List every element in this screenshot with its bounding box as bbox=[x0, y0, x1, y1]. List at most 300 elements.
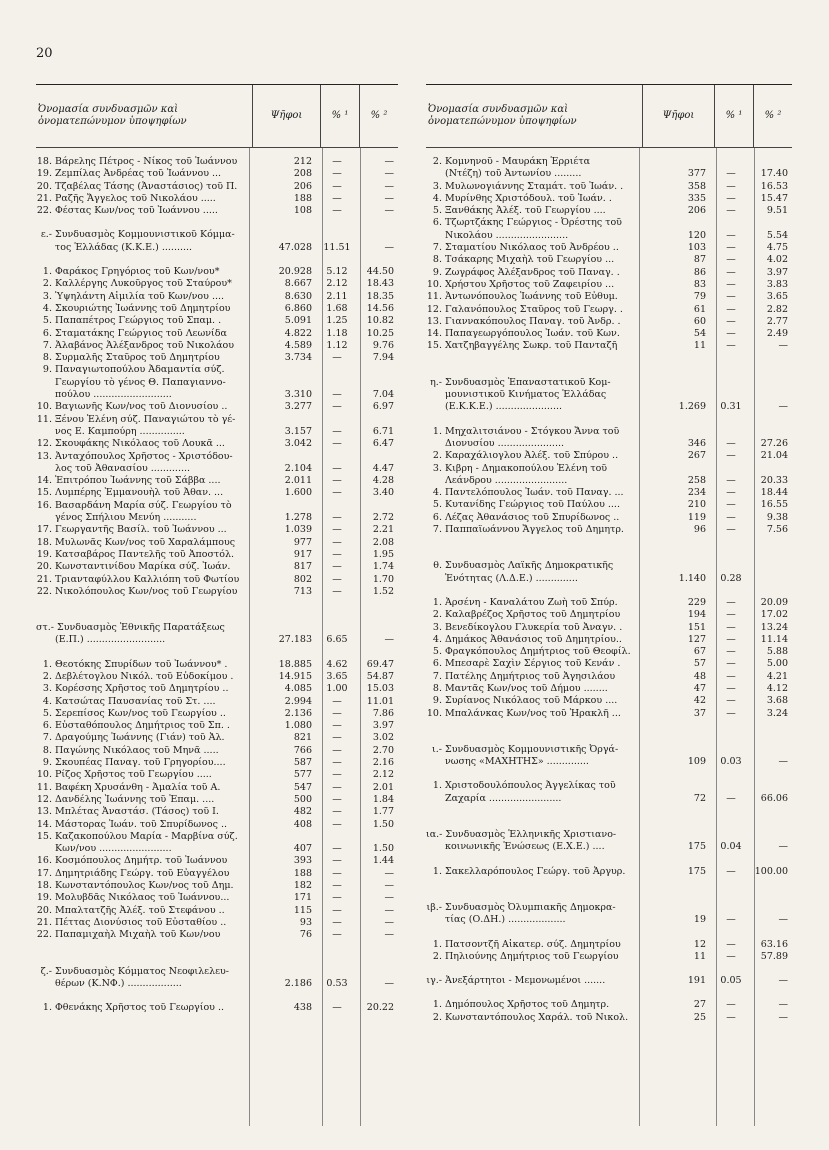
pct2-cell: — bbox=[384, 205, 394, 217]
row-number: 3. bbox=[432, 462, 442, 474]
votes-cell: 175 bbox=[687, 841, 706, 853]
table-row bbox=[426, 340, 792, 352]
pct1-cell bbox=[712, 829, 750, 841]
candidate-name: (Ε.Κ.Κ.Ε.) ...................... bbox=[445, 401, 563, 413]
pct1-cell bbox=[712, 902, 750, 914]
row-number bbox=[36, 512, 55, 524]
votes-cell: 2.186 bbox=[284, 977, 312, 989]
table-row bbox=[426, 328, 792, 340]
row-number: 2. bbox=[432, 156, 442, 167]
votes-cell: 188 bbox=[293, 867, 312, 879]
pct2-cell bbox=[356, 831, 398, 843]
table-row bbox=[36, 242, 398, 254]
pct2-cell: 3.68 bbox=[766, 695, 788, 707]
pct2-cell: 2.01 bbox=[372, 781, 394, 793]
candidate-name: Συρμαλῆς Σταῦρος τοῦ Δημητρίου bbox=[55, 352, 220, 364]
candidate-name: Συνδυασμὸς Ἐπαναστατικοῦ Κομ- bbox=[445, 376, 611, 388]
row-gap bbox=[426, 963, 792, 975]
votes-cell: 18.885 bbox=[278, 658, 312, 670]
row-number: 13. bbox=[36, 806, 52, 818]
row-gap bbox=[426, 890, 792, 902]
pct2-cell bbox=[356, 414, 398, 426]
row-number: 9. bbox=[42, 757, 52, 769]
votes-cell: 500 bbox=[293, 793, 312, 805]
votes-cell: 1.039 bbox=[284, 524, 312, 536]
row-number: 18. bbox=[36, 156, 52, 167]
row-number bbox=[426, 389, 445, 401]
table-row bbox=[426, 193, 792, 205]
candidate-name: Καλαβρέζος Χρῆστος τοῦ Δημητρίου bbox=[445, 609, 621, 621]
row-number: 5. bbox=[42, 707, 52, 719]
votes-cell: 25 bbox=[693, 1011, 706, 1023]
pct1-cell: — bbox=[332, 573, 342, 585]
candidate-name: Νικολόπουλος Κων/νος τοῦ Γεωργίου bbox=[55, 585, 238, 597]
candidate-name: Μυλωνᾶς Κων/νος τοῦ Χαραλάμπους bbox=[55, 536, 236, 548]
pct2-cell: 3.02 bbox=[372, 732, 394, 744]
pct1-cell bbox=[712, 217, 750, 229]
pct1-cell: — bbox=[726, 914, 736, 926]
pct1-cell: 0.31 bbox=[720, 401, 742, 413]
row-number: 1. bbox=[432, 425, 442, 437]
candidate-name: Κοσμόπουλος Δημήτρ. τοῦ Ἰωάννου bbox=[55, 855, 228, 867]
pct1-cell: — bbox=[726, 524, 736, 536]
table-row bbox=[426, 695, 792, 707]
candidate-name: Συνδυασμὸς Κομμουνιστικοῦ Κόμμα- bbox=[55, 229, 235, 241]
pct2-cell: 1.44 bbox=[372, 855, 394, 867]
pct1-cell bbox=[318, 377, 356, 389]
pct2-cell: — bbox=[384, 168, 394, 180]
pct2-cell: 3.83 bbox=[766, 278, 788, 290]
pct1-cell: — bbox=[726, 950, 736, 962]
pct2-cell bbox=[356, 377, 398, 389]
candidate-name: Δραγούμης Ἰωάννης (Γιάν) τοῦ Ἀλ. bbox=[55, 732, 225, 744]
pct2-cell: 2.21 bbox=[372, 524, 394, 536]
pct1-cell: — bbox=[726, 487, 736, 499]
candidate-name: Συνδυασμὸς Κομμουνιστικῆς Ὀργά- bbox=[445, 743, 619, 755]
candidate-name: Κων/νου ........................ bbox=[55, 843, 172, 855]
pct2-cell: 15.47 bbox=[760, 192, 788, 204]
votes-cell: 4.589 bbox=[284, 339, 312, 351]
table-row bbox=[426, 426, 792, 438]
votes-cell: 61 bbox=[693, 303, 706, 315]
row-number: 11. bbox=[36, 413, 52, 425]
pct1-cell: — bbox=[726, 682, 736, 694]
candidate-name: Παππαϊωάννου Ἄγγελος τοῦ Δημητρ. bbox=[445, 524, 624, 536]
pct1-cell: — bbox=[332, 793, 342, 805]
table-row bbox=[36, 168, 398, 180]
row-number bbox=[426, 793, 445, 805]
pct1-cell: 6.65 bbox=[326, 634, 348, 646]
votes-cell: 12 bbox=[693, 938, 706, 950]
row-number: 1. bbox=[432, 865, 442, 877]
votes-cell: 27 bbox=[693, 999, 706, 1011]
row-number: 22. bbox=[36, 205, 52, 217]
pct1-cell bbox=[318, 451, 356, 463]
pct1-cell: 3.65 bbox=[326, 670, 348, 682]
table-row bbox=[426, 181, 792, 193]
votes-cell bbox=[642, 744, 712, 756]
row-number: ζ.- bbox=[40, 965, 52, 977]
votes-cell: 11 bbox=[693, 950, 706, 962]
table-row bbox=[36, 966, 398, 978]
pct2-cell: 4.28 bbox=[372, 475, 394, 487]
votes-cell: 208 bbox=[293, 168, 312, 180]
pct2-cell: 10.25 bbox=[366, 327, 394, 339]
row-number: 8. bbox=[432, 682, 442, 694]
pct1-cell: — bbox=[332, 744, 342, 756]
pct1-cell: 0.04 bbox=[720, 841, 742, 853]
row-number: 12. bbox=[36, 438, 52, 450]
row-gap bbox=[426, 878, 792, 890]
row-gap bbox=[36, 990, 398, 1002]
pct2-cell: 3.97 bbox=[766, 266, 788, 278]
votes-cell: 79 bbox=[693, 291, 706, 303]
candidate-name: Τσάκαρης Μιχαὴλ τοῦ Γεωργίου ... bbox=[445, 254, 615, 266]
pct1-cell: — bbox=[726, 205, 736, 217]
votes-cell: 917 bbox=[293, 548, 312, 560]
pct1-cell: — bbox=[726, 266, 736, 278]
table-row bbox=[36, 364, 398, 376]
votes-cell: 1.140 bbox=[678, 572, 706, 584]
table-row bbox=[36, 769, 398, 781]
pct1-cell: 0.03 bbox=[720, 756, 742, 768]
row-number bbox=[426, 438, 445, 450]
pct2-cell bbox=[750, 829, 792, 841]
pct2-cell: — bbox=[778, 999, 788, 1011]
pct2-cell: 2.82 bbox=[766, 303, 788, 315]
row-number: 6. bbox=[42, 327, 52, 339]
candidate-name: Ρίζος Χρῆστος τοῦ Γεωργίου ..... bbox=[55, 769, 212, 781]
row-gap bbox=[426, 805, 792, 817]
row-number: 21. bbox=[36, 916, 52, 928]
row-number: 21. bbox=[36, 192, 52, 204]
table-row bbox=[426, 671, 792, 683]
votes-cell: 67 bbox=[693, 646, 706, 658]
pct2-cell: 54.87 bbox=[366, 670, 394, 682]
row-gap bbox=[426, 548, 792, 560]
row-number: 13. bbox=[426, 315, 442, 327]
table-row bbox=[36, 806, 398, 818]
table-row bbox=[36, 782, 398, 794]
candidate-name: Λέζας Ἀθανάσιος τοῦ Σπυρίδωνος .. bbox=[445, 511, 620, 523]
candidate-name: Ἀνταχόπουλος Χρῆστος - Χριστόδου- bbox=[55, 450, 233, 462]
table-row bbox=[426, 914, 792, 926]
candidate-name: Μπλέτας Ἀναστάσ. (Τάσος) τοῦ Ι. bbox=[55, 806, 219, 818]
pct1-cell: — bbox=[726, 291, 736, 303]
pct2-cell: 3.97 bbox=[372, 720, 394, 732]
row-number: 11. bbox=[36, 781, 52, 793]
pct1-cell: — bbox=[332, 585, 342, 597]
row-number: 5. bbox=[432, 205, 442, 217]
pct2-cell: — bbox=[778, 1011, 788, 1023]
pct2-cell: — bbox=[384, 867, 394, 879]
candidate-name: Συνδυασμὸς Ἐθνικῆς Παρατάξεως bbox=[56, 622, 225, 634]
votes-cell: 3.042 bbox=[284, 438, 312, 450]
table-row bbox=[426, 646, 792, 658]
pct2-cell bbox=[750, 389, 792, 401]
pct2-cell: 17.40 bbox=[760, 168, 788, 180]
row-number: 9. bbox=[432, 695, 442, 707]
row-number: 10. bbox=[426, 707, 442, 719]
row-gap bbox=[36, 954, 398, 966]
pct2-cell: 4.75 bbox=[766, 242, 788, 254]
votes-cell: 175 bbox=[687, 865, 706, 877]
row-number: 14. bbox=[426, 328, 442, 340]
table-row bbox=[426, 438, 792, 450]
candidate-name: νωσης «ΜΑΧΗΤΗΣ» .............. bbox=[445, 756, 589, 768]
row-number: 3. bbox=[42, 290, 52, 302]
row-number bbox=[426, 756, 445, 768]
pct1-cell: — bbox=[726, 303, 736, 315]
votes-cell: 206 bbox=[293, 180, 312, 192]
candidate-name: Τριανταφύλλου Καλλιόπη τοῦ Φωτίου bbox=[55, 573, 240, 585]
pct1-cell: — bbox=[726, 499, 736, 511]
table-row bbox=[426, 622, 792, 634]
candidate-name: Ἀντωνόπουλος Ἰωάννης τοῦ Εὐθυμ. bbox=[445, 291, 618, 303]
table-row bbox=[36, 574, 398, 586]
row-number: η.- bbox=[430, 376, 442, 388]
row-number bbox=[36, 978, 55, 990]
right-rows bbox=[426, 156, 792, 1024]
table-row bbox=[426, 463, 792, 475]
row-number bbox=[36, 242, 55, 254]
table-row bbox=[426, 487, 792, 499]
table-row bbox=[36, 794, 398, 806]
pct1-cell: — bbox=[726, 865, 736, 877]
candidate-name: Παπαγεωργόπουλος Ἰωάν. τοῦ Κων. bbox=[445, 328, 620, 340]
pct1-cell: — bbox=[332, 843, 342, 855]
row-number: 1. bbox=[42, 266, 52, 278]
pct1-cell bbox=[712, 426, 750, 438]
left-column-table bbox=[36, 84, 398, 1126]
votes-cell: 817 bbox=[293, 561, 312, 573]
pct2-cell: — bbox=[778, 914, 788, 926]
candidate-name: Παναγιωτοπούλου Ἀδαμαντία σύζ. bbox=[55, 364, 225, 376]
row-number: 11. bbox=[426, 291, 442, 303]
pct2-cell: 2.70 bbox=[372, 744, 394, 756]
table-row bbox=[36, 266, 398, 278]
table-row bbox=[36, 671, 398, 683]
pct2-cell: 7.56 bbox=[766, 524, 788, 536]
candidate-name: Μολυβδᾶς Νικόλαος τοῦ Ἰωάννου... bbox=[55, 892, 230, 904]
candidate-name: Διονυσίου ...................... bbox=[445, 437, 565, 449]
table-row bbox=[36, 451, 398, 463]
pct2-cell: 1.77 bbox=[372, 806, 394, 818]
page-number: 20 bbox=[36, 46, 53, 61]
table-row bbox=[36, 929, 398, 941]
candidate-name: (Ντέζη) τοῦ Ἀντωνίου ......... bbox=[445, 168, 582, 180]
pct2-cell: 21.04 bbox=[760, 450, 788, 462]
row-number: 21. bbox=[36, 573, 52, 585]
table-row bbox=[36, 622, 398, 634]
table-header bbox=[36, 85, 398, 147]
votes-cell: 3.277 bbox=[284, 401, 312, 413]
pct2-cell: 57.89 bbox=[760, 950, 788, 962]
row-number: 5. bbox=[432, 499, 442, 511]
pct2-cell: 6.47 bbox=[372, 438, 394, 450]
row-number: 1. bbox=[42, 658, 52, 670]
row-number: 2. bbox=[42, 670, 52, 682]
table-row bbox=[36, 561, 398, 573]
table-row bbox=[36, 156, 398, 168]
table-row bbox=[426, 499, 792, 511]
candidate-name: Κομνηνοῦ - Μαυράκη Ἑρριέτα bbox=[445, 156, 591, 167]
table-body bbox=[426, 148, 792, 1126]
header-pct2: % ² bbox=[753, 85, 792, 147]
table-row bbox=[426, 744, 792, 756]
pct2-cell bbox=[356, 966, 398, 978]
row-number: 4. bbox=[432, 487, 442, 499]
row-number: 7. bbox=[432, 524, 442, 536]
votes-cell: 713 bbox=[293, 585, 312, 597]
candidate-name: Ὑψηλάντη Αἰμιλία τοῦ Κων/νου .... bbox=[55, 290, 225, 302]
row-number: ε.- bbox=[40, 229, 52, 241]
table-row bbox=[426, 939, 792, 951]
votes-cell: 47 bbox=[693, 682, 706, 694]
pct1-cell: — bbox=[726, 1011, 736, 1023]
pct1-cell: — bbox=[726, 450, 736, 462]
candidate-name: μουνιστικοῦ Κινήματος Ἑλλάδας bbox=[445, 389, 607, 401]
pct2-cell: 20.33 bbox=[760, 474, 788, 486]
pct1-cell: — bbox=[332, 757, 342, 769]
pct2-cell bbox=[750, 744, 792, 756]
candidate-name: Συνδυασμὸς Λαϊκῆς Δημοκρατικῆς bbox=[445, 560, 614, 572]
candidate-name: Λυμπέρης Ἐμμανουὴλ τοῦ Ἀθαν. ... bbox=[55, 487, 224, 499]
row-gap bbox=[426, 732, 792, 744]
pct2-cell: 9.76 bbox=[372, 339, 394, 351]
votes-cell bbox=[642, 156, 712, 168]
pct2-cell: 6.97 bbox=[372, 401, 394, 413]
pct2-cell: 13.24 bbox=[760, 621, 788, 633]
pct1-cell bbox=[712, 780, 750, 792]
pct2-cell: 1.74 bbox=[372, 561, 394, 573]
row-number: 22. bbox=[36, 929, 52, 941]
row-number: 12. bbox=[36, 793, 52, 805]
row-number: 19. bbox=[36, 548, 52, 560]
votes-cell: 358 bbox=[687, 180, 706, 192]
pct1-cell: 1.25 bbox=[326, 315, 348, 327]
table-row bbox=[36, 634, 398, 646]
votes-cell: 977 bbox=[293, 536, 312, 548]
row-number bbox=[426, 841, 445, 853]
table-row bbox=[426, 597, 792, 609]
table-row bbox=[426, 450, 792, 462]
votes-cell: 587 bbox=[293, 757, 312, 769]
row-number: 22. bbox=[36, 585, 52, 597]
candidate-name: Κιβρη - Δημακοπούλου Ἑλένη τοῦ bbox=[445, 462, 608, 474]
row-number bbox=[36, 389, 55, 401]
table-row bbox=[426, 951, 792, 963]
table-row bbox=[36, 205, 398, 217]
candidate-name: Χατζηβαγγέλης Σωκρ. τοῦ Πανταζῆ bbox=[445, 340, 618, 352]
table-row bbox=[426, 609, 792, 621]
table-row bbox=[36, 438, 398, 450]
pct2-cell: 18.35 bbox=[366, 290, 394, 302]
votes-cell bbox=[642, 780, 712, 792]
row-gap bbox=[426, 854, 792, 866]
table-row bbox=[36, 278, 398, 290]
row-number: 6. bbox=[432, 217, 442, 229]
table-row bbox=[36, 500, 398, 512]
candidate-name: Μαντᾶς Κων/νος τοῦ Δήμου ........ bbox=[445, 682, 608, 694]
votes-cell bbox=[642, 463, 712, 475]
row-number: 1. bbox=[432, 938, 442, 950]
candidate-name: Δημητριάδης Γεώργ. τοῦ Εὐαγγέλου bbox=[55, 867, 230, 879]
candidate-name: Καζακοπούλου Μαρία - Μαρβίνα σύζ. bbox=[55, 830, 238, 842]
table-row bbox=[36, 193, 398, 205]
pct1-cell: — bbox=[726, 609, 736, 621]
pct2-cell: 7.94 bbox=[372, 352, 394, 364]
pct1-cell bbox=[712, 156, 750, 168]
pct2-cell: 5.00 bbox=[766, 658, 788, 670]
pct1-cell bbox=[318, 831, 356, 843]
pct1-cell: — bbox=[332, 536, 342, 548]
pct1-cell: — bbox=[332, 180, 342, 192]
votes-cell: 11 bbox=[693, 340, 706, 352]
candidate-name: Κορέσσης Χρῆστος τοῦ Δημητρίου .. bbox=[55, 683, 229, 695]
candidate-name: Τζωρτζάκης Γεώργιος - Ὀρέστης τοῦ bbox=[445, 217, 622, 229]
candidate-name: Ραζῆς Ἄγγελος τοῦ Νικολάου ..... bbox=[55, 192, 216, 204]
table-row bbox=[426, 512, 792, 524]
row-number: 1. bbox=[432, 999, 442, 1011]
row-gap bbox=[426, 353, 792, 365]
votes-cell: 76 bbox=[299, 929, 312, 941]
votes-cell: 42 bbox=[693, 695, 706, 707]
candidate-name: Συνδυασμὸς Ἑλληνικῆς Χριστιανο- bbox=[445, 829, 617, 841]
table-row bbox=[426, 866, 792, 878]
pct1-cell: — bbox=[332, 487, 342, 499]
pct1-cell: — bbox=[332, 720, 342, 732]
row-gap bbox=[426, 365, 792, 377]
pct1-cell bbox=[712, 560, 750, 572]
row-number: 2. bbox=[432, 950, 442, 962]
pct1-cell: — bbox=[332, 192, 342, 204]
candidate-name: γένος Σπήλιου Μενύη ........... bbox=[55, 512, 197, 524]
row-number: 10. bbox=[36, 769, 52, 781]
candidate-name: Μυρίνθης Χριστόδουλ. τοῦ Ἰωάν. . bbox=[445, 192, 612, 204]
table-row bbox=[36, 720, 398, 732]
pct2-cell: 4.21 bbox=[766, 670, 788, 682]
row-number: 7. bbox=[42, 732, 52, 744]
votes-cell: 212 bbox=[293, 156, 312, 167]
pct1-cell: — bbox=[332, 205, 342, 217]
table-header bbox=[426, 85, 792, 147]
table-row bbox=[36, 843, 398, 855]
row-number: 9. bbox=[432, 266, 442, 278]
pct2-cell: 11.01 bbox=[366, 695, 394, 707]
votes-cell: 2.011 bbox=[284, 475, 312, 487]
pct1-cell: — bbox=[332, 732, 342, 744]
table-row bbox=[426, 780, 792, 792]
pct2-cell: 7.86 bbox=[372, 707, 394, 719]
votes-cell: 258 bbox=[687, 474, 706, 486]
pct1-cell bbox=[712, 744, 750, 756]
header-pct2: % ² bbox=[359, 85, 398, 147]
table-row bbox=[36, 524, 398, 536]
votes-cell: 267 bbox=[687, 450, 706, 462]
candidate-name: Φέστας Κων/νος τοῦ Ἰωάννου ..... bbox=[55, 205, 218, 217]
pct1-cell: — bbox=[332, 707, 342, 719]
header-votes: Ψῆφοι bbox=[252, 85, 320, 147]
votes-cell: 4.822 bbox=[284, 327, 312, 339]
row-number: 2. bbox=[42, 278, 52, 290]
pct1-cell: — bbox=[332, 561, 342, 573]
row-number: 1. bbox=[42, 1002, 52, 1014]
candidate-name: Ζεμπίλας Ἀνδρέας τοῦ Ἰωάννου ... bbox=[55, 168, 222, 180]
pct2-cell: — bbox=[778, 756, 788, 768]
row-number: 1. bbox=[432, 596, 442, 608]
votes-cell bbox=[252, 377, 318, 389]
